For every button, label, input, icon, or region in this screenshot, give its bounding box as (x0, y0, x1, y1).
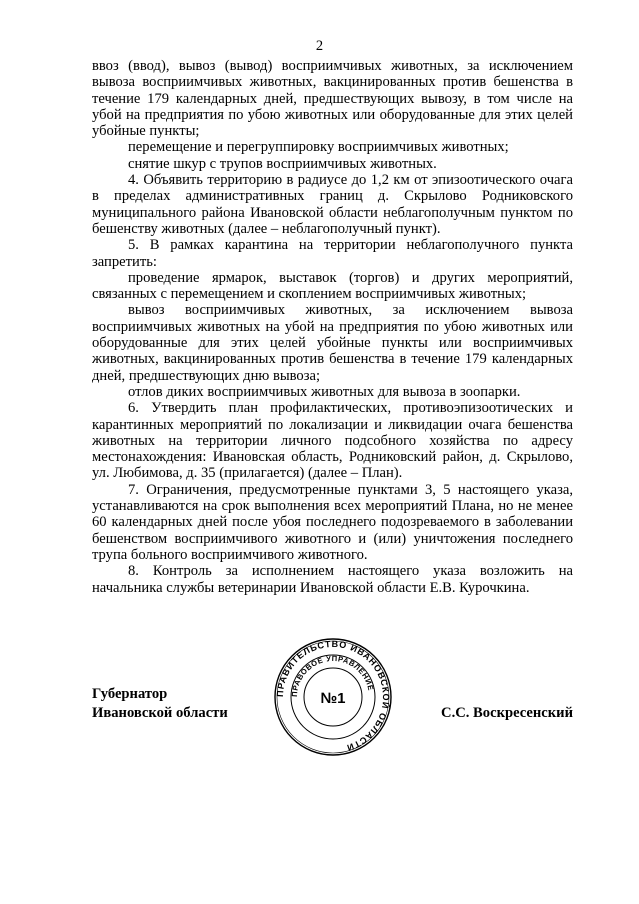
signatory-position-line2: Ивановской области (92, 705, 228, 721)
signatory-name: С.С. Воскресенский (441, 705, 573, 721)
paragraph-ban-capture: отлов диких восприимчивых животных для вывоза в зоопарки. (128, 383, 521, 400)
paragraph-ban-transport: ввоз (ввод), вывоз (вывод) восприимчивых животных, за исключением вывоза восприимчивых животных, вакцинированных против бешенства в течение 179 календарных дней, предшествующих вывозу, в том числе на убой на предприятия по убою животных или оборудованные для этих целей убойные пункты; (92, 58, 573, 140)
paragraph-ban-export: вывоз восприимчивых животных, за исключением вывоза восприимчивых животных на убой на предприятия по убою животных или оборудованные для этих целей убойные пункты или восприимчивых животных, вакцинированных против бешенства в течение 179 календарных дней, предшествующих дню вывоза; (92, 302, 573, 384)
seal-outer-text: ПРАВИТЕЛЬСТВО ИВАНОВСКОЙ ОБЛАСТИ (274, 638, 392, 754)
paragraph-item-7: 7. Ограничения, предусмотренные пунктами 3, 5 настоящего указа, устанавливаются на срок выполнения всех мероприятий Плана, но не менее 60 календарных дней после убоя последнего подозреваемого в заболевании бешенством восприимчивого животного и (или) уничтожения последнего трупа больного восприимчивого животного. (92, 481, 573, 563)
paragraph-ban-movement: перемещение и перегруппировку восприимчивых животных; (128, 139, 509, 156)
document-body (92, 58, 573, 596)
seal-inner-text: ПРАВОВОЕ УПРАВЛЕНИЕ (289, 653, 376, 698)
paragraph-item-5: 5. В рамках карантина на территории неблагополучного пункта запретить: (92, 237, 573, 270)
paragraph-ban-fairs: проведение ярмарок, выставок (торгов) и других мероприятий, связанных с перемещением и скоплением восприимчивых животных; (92, 269, 573, 303)
paragraph-item-4: 4. Объявить территорию в радиусе до 1,2 км от эпизоотического очага в пределах административных границ д. Скрылово Родниковского муниципального района Ивановской области неблагополучным пунктом по бешенству животных (далее – неблагополучный пункт). (92, 172, 573, 237)
paragraph-item-8: 8. Контроль за исполнением настоящего указа возложить на начальника службы ветеринарии Ивановской области Е.В. Курочкина. (92, 563, 573, 596)
paragraph-item-6: 6. Утвердить план профилактических, противоэпизоотических и карантинных мероприятий по локализации и ликвидации очага бешенства животных на территории личного подсобного хозяйства по адресу местонахождения: Ивановская область, Родниковский район, д. Скрылово, ул. Любимова, д. 35 (прилагается) (далее – План). (92, 400, 573, 482)
official-seal-stamp (273, 637, 393, 757)
paragraph-ban-skinning: снятие шкур с трупов восприимчивых животных. (128, 155, 437, 172)
signatory-position-line1: Губернатор (92, 686, 168, 702)
signatory-position (92, 685, 228, 723)
page-number: 2 (315, 38, 324, 54)
seal-number: №1 (320, 690, 346, 707)
